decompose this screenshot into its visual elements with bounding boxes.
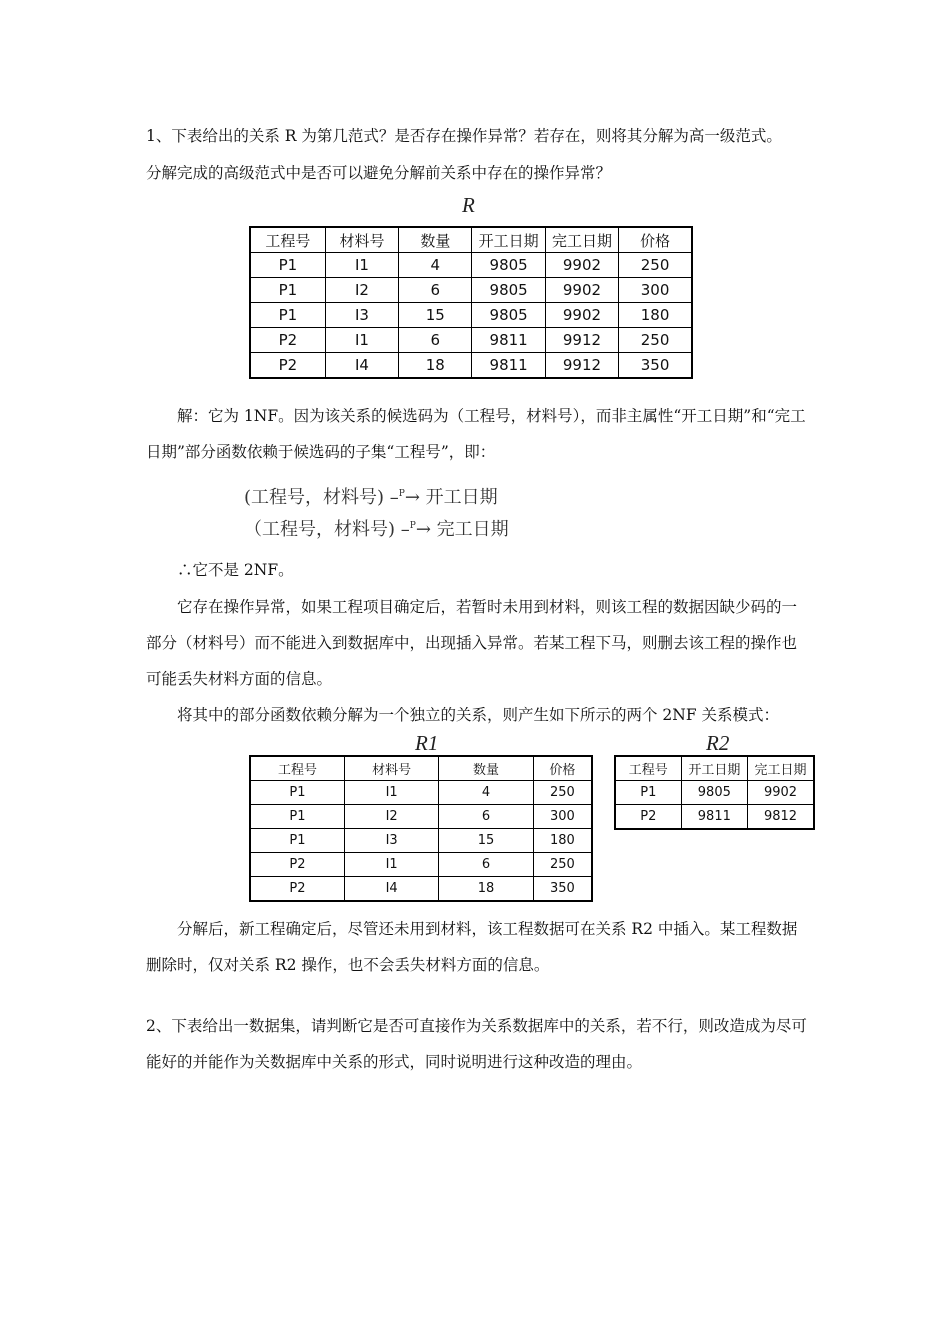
table-cell: 6 bbox=[399, 278, 472, 303]
table-cell: 6 bbox=[439, 853, 533, 877]
table-r2-header-row bbox=[615, 756, 814, 781]
table-cell: P2 bbox=[250, 353, 325, 379]
table-cell: 6 bbox=[399, 328, 472, 353]
table-row bbox=[250, 253, 692, 278]
table-r1-header-row bbox=[250, 756, 592, 781]
table-cell: 250 bbox=[533, 781, 592, 805]
table-row bbox=[250, 303, 692, 328]
table-cell: I3 bbox=[344, 829, 438, 853]
table-r2-header: 完工日期 bbox=[748, 756, 814, 781]
table-cell: I1 bbox=[325, 328, 398, 353]
table-cell: 180 bbox=[533, 829, 592, 853]
fd1-lhs: (工程号，材料号) bbox=[244, 487, 385, 508]
answer-paragraph-5: 分解后，新工程确定后，尽管还未用到材料，该工程数据可在关系 R2 中插入。某工程数据删除时，仅对关系 R2 操作，也不会丢失材料方面的信息。 bbox=[146, 920, 798, 974]
table-cell: 300 bbox=[533, 805, 592, 829]
question-1-line-1: 1、下表给出的关系 R 为第几范式？是否存在操作异常？若存在，则将其分解为高一级范式。 bbox=[146, 127, 782, 145]
table-cell: 4 bbox=[399, 253, 472, 278]
table-r-header: 开工日期 bbox=[472, 227, 545, 253]
table-cell: 9902 bbox=[545, 253, 618, 278]
table-cell: 9805 bbox=[472, 278, 545, 303]
table-row bbox=[250, 278, 692, 303]
table-r2-caption: R2 bbox=[706, 731, 730, 755]
functional-dependency-2 bbox=[244, 515, 509, 541]
table-cell: 4 bbox=[439, 781, 533, 805]
table-row bbox=[250, 853, 592, 877]
table-cell: 250 bbox=[619, 328, 692, 353]
table-cell: 9805 bbox=[472, 303, 545, 328]
table-row bbox=[615, 781, 814, 805]
table-cell: 250 bbox=[619, 253, 692, 278]
fd-partial-mark: P bbox=[398, 489, 405, 499]
table-r2-header: 工程号 bbox=[615, 756, 681, 781]
table-r-header: 数量 bbox=[399, 227, 472, 253]
fd-arrow-head: → bbox=[415, 519, 431, 540]
table-cell: 9902 bbox=[545, 278, 618, 303]
table-row bbox=[615, 805, 814, 830]
table-r2-header: 开工日期 bbox=[681, 756, 747, 781]
table-cell: 6 bbox=[439, 805, 533, 829]
table-cell: I4 bbox=[325, 353, 398, 379]
table-r1-header: 数量 bbox=[439, 756, 533, 781]
table-cell: 15 bbox=[399, 303, 472, 328]
table-cell: P1 bbox=[250, 805, 344, 829]
table-cell: 9912 bbox=[545, 328, 618, 353]
table-cell: I1 bbox=[325, 253, 398, 278]
table-cell: P1 bbox=[250, 253, 325, 278]
table-row bbox=[250, 829, 592, 853]
table-cell: 300 bbox=[619, 278, 692, 303]
table-cell: I2 bbox=[325, 278, 398, 303]
answer-paragraph-3: 它存在操作异常，如果工程项目确定后，若暂时未用到材料，则该工程的数据因缺少码的一部分（材料号）而不能进入到数据库中，出现插入异常。若某工程下马，则删去该工程的操作也可能丢失材料方面的信息。 bbox=[146, 598, 798, 688]
answer-paragraph-2: ∴它不是 2NF。 bbox=[177, 561, 294, 579]
table-r1-header: 材料号 bbox=[344, 756, 438, 781]
table-cell: P1 bbox=[250, 781, 344, 805]
table-cell: P1 bbox=[250, 303, 325, 328]
table-r1-caption: R1 bbox=[415, 731, 439, 755]
table-cell: 9812 bbox=[748, 805, 814, 830]
table-row bbox=[250, 877, 592, 902]
table-r1-header: 价格 bbox=[533, 756, 592, 781]
table-row bbox=[250, 805, 592, 829]
table-cell: 9811 bbox=[472, 353, 545, 379]
table-cell: 9805 bbox=[472, 253, 545, 278]
table-cell: 9912 bbox=[545, 353, 618, 379]
table-r-header: 工程号 bbox=[250, 227, 325, 253]
table-r1-header: 工程号 bbox=[250, 756, 344, 781]
table-cell: 18 bbox=[439, 877, 533, 902]
table-r-header: 价格 bbox=[619, 227, 692, 253]
question-2: 2、下表给出一数据集，请判断它是否可直接作为关系数据库中的关系，若不行，则改造成为尽可能好的并能作为关数据库中关系的形式，同时说明进行这种改造的理由。 bbox=[146, 1017, 807, 1071]
fd1-rhs: 开工日期 bbox=[425, 487, 498, 508]
table-cell: I1 bbox=[344, 781, 438, 805]
table-cell: P2 bbox=[250, 877, 344, 902]
fd-arrow: – bbox=[400, 519, 410, 540]
table-cell: 18 bbox=[399, 353, 472, 379]
table-row bbox=[250, 781, 592, 805]
table-cell: P1 bbox=[615, 781, 681, 805]
table-cell: 15 bbox=[439, 829, 533, 853]
table-cell: 9902 bbox=[748, 781, 814, 805]
table-cell: I1 bbox=[344, 853, 438, 877]
table-cell: I4 bbox=[344, 877, 438, 902]
fd2-rhs: 完工日期 bbox=[436, 519, 509, 540]
table-r2 bbox=[614, 755, 815, 830]
table-r-caption: R bbox=[462, 193, 475, 217]
table-r-header-row bbox=[250, 227, 692, 253]
table-row bbox=[250, 328, 692, 353]
table-cell: I2 bbox=[344, 805, 438, 829]
answer-paragraph-4: 将其中的部分函数依赖分解为一个独立的关系，则产生如下所示的两个 2NF 关系模式： bbox=[177, 706, 780, 724]
table-r-header: 完工日期 bbox=[545, 227, 618, 253]
fd2-lhs: （工程号，材料号) bbox=[244, 519, 396, 540]
functional-dependency-1 bbox=[244, 483, 498, 509]
table-cell: P1 bbox=[250, 829, 344, 853]
table-cell: P2 bbox=[250, 328, 325, 353]
question-1-line-2: 分解完成的高级范式中是否可以避免分解前关系中存在的操作异常？ bbox=[146, 164, 612, 182]
table-cell: 180 bbox=[619, 303, 692, 328]
table-r-header: 材料号 bbox=[325, 227, 398, 253]
table-cell: I3 bbox=[325, 303, 398, 328]
table-cell: 9805 bbox=[681, 781, 747, 805]
table-r bbox=[249, 226, 693, 379]
table-cell: 350 bbox=[619, 353, 692, 379]
table-cell: 9811 bbox=[472, 328, 545, 353]
table-row bbox=[250, 353, 692, 379]
table-cell: P2 bbox=[250, 853, 344, 877]
table-cell: 9902 bbox=[545, 303, 618, 328]
fd-partial-mark: P bbox=[409, 521, 416, 531]
table-cell: 250 bbox=[533, 853, 592, 877]
fd-arrow-head: → bbox=[404, 487, 420, 508]
table-r1 bbox=[249, 755, 593, 902]
table-cell: 350 bbox=[533, 877, 592, 902]
table-cell: 9811 bbox=[681, 805, 747, 830]
answer-paragraph-1: 解：它为 1NF。因为该关系的候选码为（工程号，材料号），而非主属性“开工日期”和“完工日期”部分函数依赖于候选码的子集“工程号”，即： bbox=[146, 407, 806, 461]
table-cell: P1 bbox=[250, 278, 325, 303]
fd-arrow: – bbox=[389, 487, 399, 508]
table-cell: P2 bbox=[615, 805, 681, 830]
